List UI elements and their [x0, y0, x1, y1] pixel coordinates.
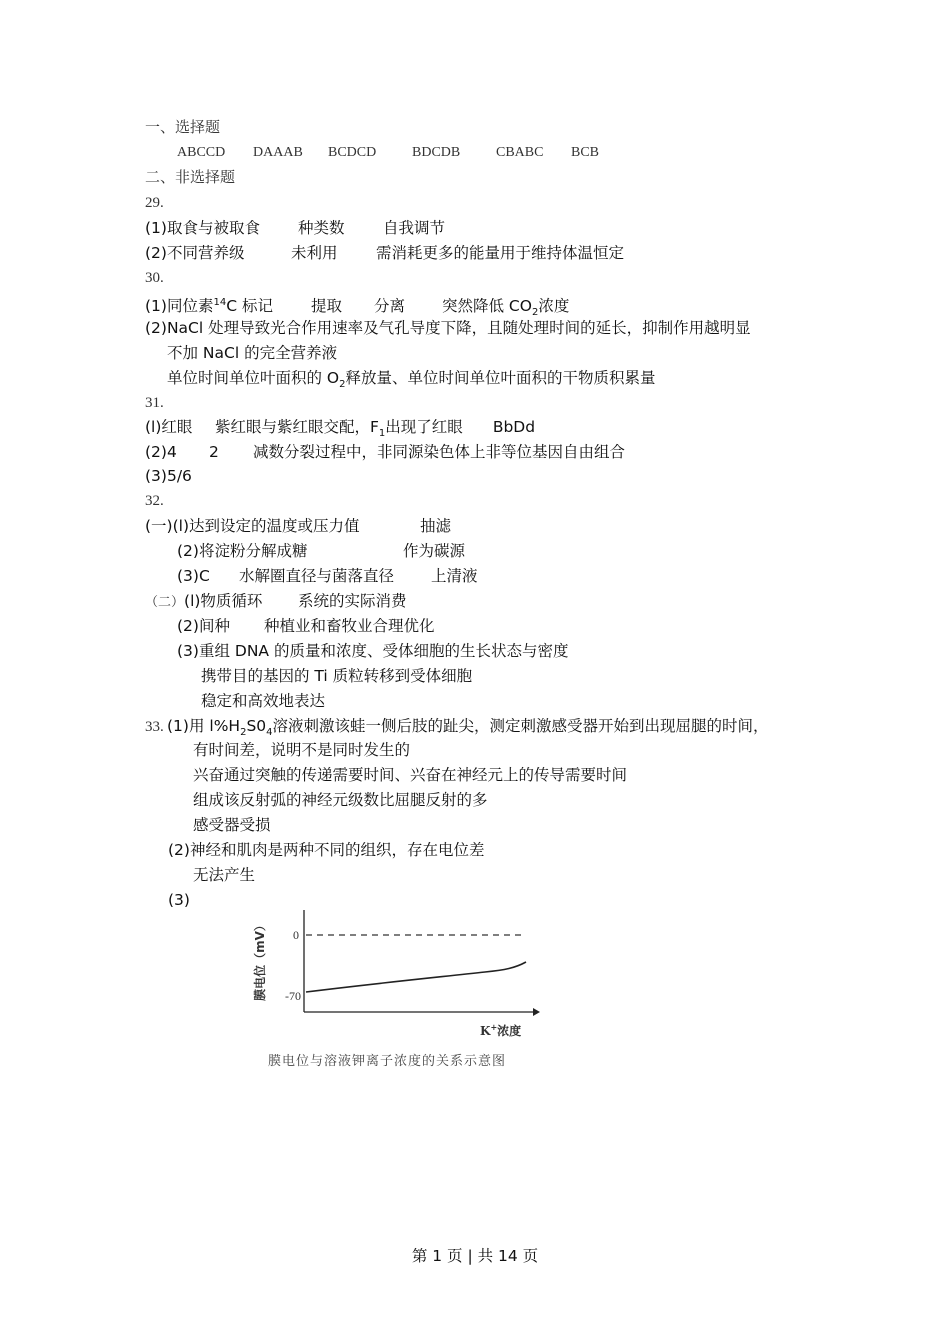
q32-b4: 携带目的基因的 Ti 质粒转移到受体细胞: [201, 667, 473, 685]
q32-b1: [145, 591, 407, 612]
subscript: 4: [266, 727, 273, 739]
section2-title: 二、非选择题: [145, 170, 236, 186]
answer-text: 抽滤: [420, 517, 452, 535]
answer-text: BbDd: [492, 418, 536, 436]
answer-group: CBABC: [496, 145, 544, 160]
q33-line8: (3): [168, 891, 190, 909]
subscript: 2: [531, 307, 539, 319]
answer-text: 需消耗更多的能量用于维持体温恒定: [376, 244, 625, 262]
q30-line2: (2)NaCl 处理导致光合作用速率及气孔导度下降，且随处理时间的延长，抑制作用越明显: [145, 319, 751, 337]
figure-caption: 膜电位与溶液钾离子浓度的关系示意图: [268, 1054, 507, 1069]
answer-text: (1)取食与被取食: [145, 219, 260, 237]
answer-text: S0: [246, 717, 267, 735]
answer-text: (2)不同营养级: [145, 244, 245, 262]
answer-text: 系统的实际消费: [298, 592, 407, 610]
x-axis-arrow-icon: [533, 1008, 540, 1016]
answer-text: （二）: [145, 594, 185, 609]
answer-group: DAAAB: [253, 145, 303, 160]
answer-text: (2)间种: [177, 617, 230, 635]
y-tick-0: 0: [293, 928, 299, 942]
answer-text: 紫红眼与紫红眼交配，F: [215, 418, 379, 436]
subscript: 2: [240, 727, 247, 739]
q33-number: 33.: [145, 719, 164, 735]
answer-text: 突然降低 CO: [442, 297, 532, 316]
answer-text: 单位时间单位叶面积的 O: [167, 369, 340, 387]
section1-title: 一、选择题: [145, 120, 221, 136]
q32-b3: (3)重组 DNA 的质量和浓度、受体细胞的生长状态与密度: [177, 642, 569, 660]
q29-line1: [145, 218, 445, 238]
page-footer: 第 1 页 | 共 14 页: [411, 1247, 539, 1265]
q33-line6: (2)神经和肌肉是两种不同的组织，存在电位差: [168, 841, 485, 859]
answer-text: 分离: [374, 297, 406, 316]
q32-a2: [177, 541, 465, 561]
q33-line7: 无法产生: [193, 866, 256, 884]
q29-number: 29.: [145, 195, 164, 211]
answer-text: 自我调节: [383, 219, 446, 237]
membrane-potential-figure: [250, 900, 550, 1080]
answer-text: (1)同位素: [145, 297, 214, 316]
answer-text: 未利用: [291, 244, 338, 262]
answer-text: 释放量、单位时间单位叶面积的干物质积累量: [345, 369, 656, 387]
q33-line5: 感受器受损: [193, 816, 271, 834]
answer-group: ABCCD: [177, 145, 226, 160]
potential-curve: [306, 962, 526, 992]
q33-line4: 组成该反射弧的神经元级数比屈腿反射的多: [193, 791, 488, 809]
y-tick-minus70: -70: [285, 989, 301, 1003]
mc-answers: [177, 143, 599, 163]
q29-line2: [145, 243, 624, 263]
answer-text: 出现了红眼: [385, 418, 463, 436]
answer-text: 上清液: [431, 567, 478, 585]
q30-number: 30.: [145, 270, 164, 286]
q32-a1: [145, 516, 451, 536]
answer-text: (1)用 l%H: [167, 717, 241, 735]
answer-text: 溶液刺激该蛙一侧后肢的趾尖，测定刺激感受器开始到出现屈腿的时间，: [272, 717, 769, 735]
q32-b2: [177, 616, 435, 636]
answer-text: C 标记: [226, 297, 273, 316]
answer-text: 作为碳源: [403, 542, 466, 560]
answer-text: 提取: [311, 297, 343, 316]
answer-text: 种植业和畜牧业合理优化: [264, 617, 435, 635]
q32-b5: 稳定和高效地表达: [201, 692, 326, 710]
q32-number: 32.: [145, 493, 164, 509]
answer-text: (一)(l)达到设定的温度或压力值: [145, 517, 360, 535]
x-axis-label: K+浓度: [480, 1022, 522, 1038]
q32-a3: [177, 566, 478, 586]
q31-line1: [145, 417, 535, 444]
subscript: 2: [339, 379, 346, 391]
q33-line2: 有时间差，说明不是同时发生的: [193, 741, 411, 759]
subscript: 1: [378, 428, 386, 440]
answer-text: (l)红眼: [145, 418, 193, 436]
q30-line3: 不加 NaCl 的完全营养液: [167, 344, 338, 362]
answer-text: 水解圈直径与菌落直径: [239, 567, 395, 585]
answer-group: BCDCD: [328, 145, 377, 160]
answer-text: 减数分裂过程中，非同源染色体上非等位基因自由组合: [253, 443, 626, 461]
answer-group: BCB: [571, 145, 600, 160]
q33-line3: 兴奋通过突触的传递需要时间、兴奋在神经元上的传导需要时间: [193, 766, 628, 784]
answer-text: 2: [209, 443, 219, 461]
q30-line4: [167, 368, 656, 395]
answer-text: (3)C: [177, 567, 210, 585]
answer-text: (2)4: [145, 443, 177, 461]
answer-text: (l)物质循环: [184, 592, 263, 610]
q31-line3: (3)5/6: [145, 467, 192, 485]
q31-number: 31.: [145, 395, 164, 411]
answer-text: 浓度: [538, 297, 570, 316]
answer-text: 种类数: [298, 219, 345, 237]
y-axis-label: 膜电位（mV）: [253, 919, 267, 1001]
superscript: 14: [213, 297, 227, 308]
q31-line2: [145, 442, 625, 462]
answer-text: (2)将淀粉分解成糖: [177, 542, 308, 560]
answer-group: BDCDB: [412, 145, 461, 160]
